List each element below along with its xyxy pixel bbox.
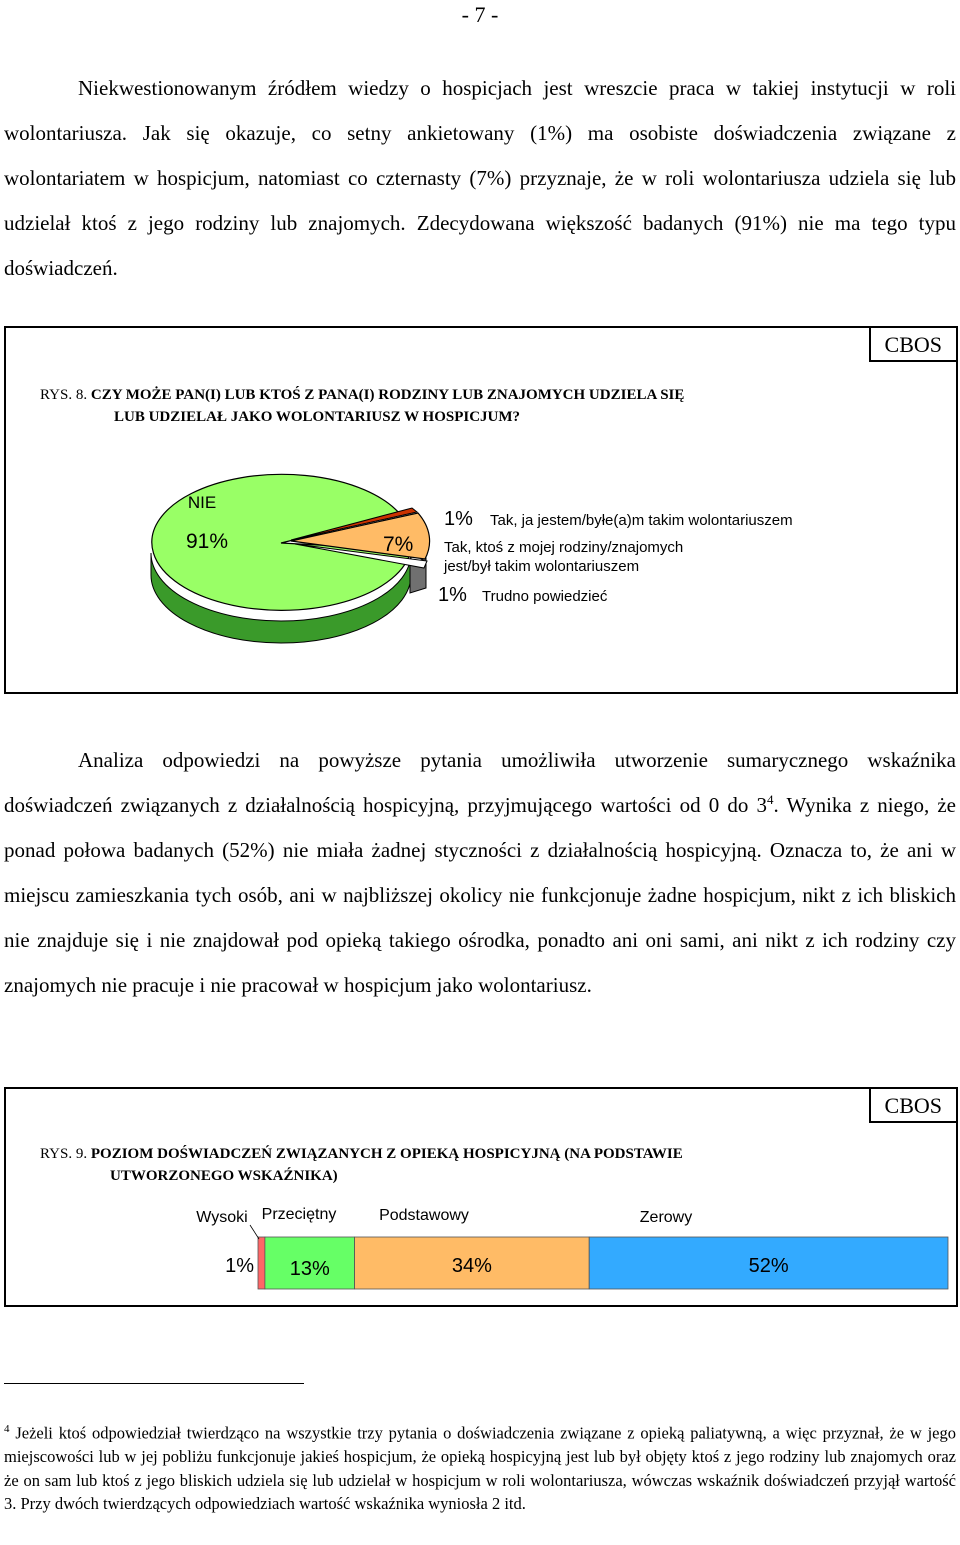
slice-label-family-line1: Tak, ktoś z mojej rodziny/znajomych [444,539,684,556]
paragraph-intro [4,66,956,291]
footnote [4,1418,956,1516]
source-label: CBOS [869,326,958,362]
slice-value-unsure: 1% [438,584,467,606]
slice-value-self: 1% [444,508,473,530]
figure-number: RYS. 8. [40,387,88,403]
pie-chart [6,328,956,692]
footnote-divider [4,1383,304,1384]
leader-line [250,1225,259,1239]
slice-label-family-line2: jest/był takim wolontariuszem [444,558,640,575]
slice-label-nie: NIE [187,493,217,512]
stacked-bar-chart [6,1089,956,1305]
segment-label: Podstawowy [379,1207,469,1224]
figure-title-line: POZIOM DOŚWIADCZEŃ ZWIĄZANYCH Z OPIEKĄ HOSPICYJNĄ (NA PODSTAWIE [90,1146,683,1162]
segment-value: 1% [225,1255,254,1277]
paragraph-analysis [4,738,956,1008]
segment-value: 52% [748,1255,789,1277]
slice-value-family: 7% [383,533,414,556]
paragraph-analysis-text-a: Analiza odpowiedzi na powyższe pytania umożliwiła utworzenie sumarycznego wskaźnika doświadczeń związanych z działalnością hospicyjną, przyjmującego wartości od 0 do 3 [4,748,956,817]
footnote-number: 4 [4,1423,10,1435]
figure-title-line: LUB UDZIELAŁ JAKO WOLONTARIUSZ W HOSPICJUM? [114,409,521,425]
segment-label: Wysoki [196,1209,248,1226]
segment-value: 13% [289,1258,330,1280]
paragraph-intro-text: Niekwestionowanym źródłem wiedzy o hospicjach jest wreszcie praca w takiej instytucji w roli wolontariusza. Jak się okazuje, co setny ankietowany (1%) ma osobiste doświadczenia związane z wolontariatem w hospicjum, natomiast co czternasty (7%) przyznaje, że w roli wolontariusza udziela się lub udzielał ktoś z jego rodziny lub znajomych. Zdecydowana większość badanych (91%) nie ma tego typu doświadczeń. [4,76,956,280]
figure-title-line: UTWORZONEGO WSKAŹNIKA) [110,1168,338,1184]
slice-label-unsure: Trudno powiedzieć [482,588,608,605]
figure-9 [4,1087,958,1307]
figure-title-line: CZY MOŻE PAN(I) LUB KTOŚ Z PANA(I) RODZINY LUB ZNAJOMYCH UDZIELA SIĘ [90,387,685,403]
page-number: - 7 - [461,2,499,27]
figure-number: RYS. 9. [40,1146,88,1162]
paragraph-analysis-text-b: . Wynika z niego, że ponad połowa badanych (52%) nie miała żadnej styczności z działalnością hospicyjną. Oznacza to, że ani w miejscu zamieszkania tych osób, ani w najbliższej okolicy nie funkcjonuje żadne hospicjum, nikt z ich bliskich nie znajduje się i nie znajdował pod opieką takiego ośrodka, ponadto ani oni sami, ani nikt z ich rodziny czy znajomych nie pracuje i nie pracował w hospicjum jako wolontariusz. [4,793,956,997]
bar-segment-wysoki [258,1237,265,1289]
figure-8 [4,326,958,694]
footnote-text: Jeżeli ktoś odpowiedział twierdząco na wszystkie trzy pytania o doświadczenia związane z opieką paliatywną, a więc przyznał, że w jego miejscowości lub w jej pobliżu funkcjonuje jakieś hospicjum, że opieką hospicyjną jest lub był objęty ktoś z jego rodziny lub znajomych oraz że on sam lub ktoś z jego bliskich udziela się lub udzielał w hospicjum w roli wolontariusza, wówczas wskaźnik doświadczeń przyjął wartość 3. Przy dwóch twierdzących odpowiedziach wartość wskaźnika wyniosła 2 itd. [4,1423,957,1513]
segment-label: Przeciętny [261,1206,337,1223]
segment-value: 34% [451,1255,492,1277]
slice-value-nie: 91% [185,530,229,553]
segment-label: Zerowy [639,1209,693,1226]
footnote-ref: 4 [767,792,774,807]
source-label: CBOS [869,1087,958,1123]
slice-label-self: Tak, ja jestem/byłe(a)m takim wolontariuszem [490,512,793,529]
